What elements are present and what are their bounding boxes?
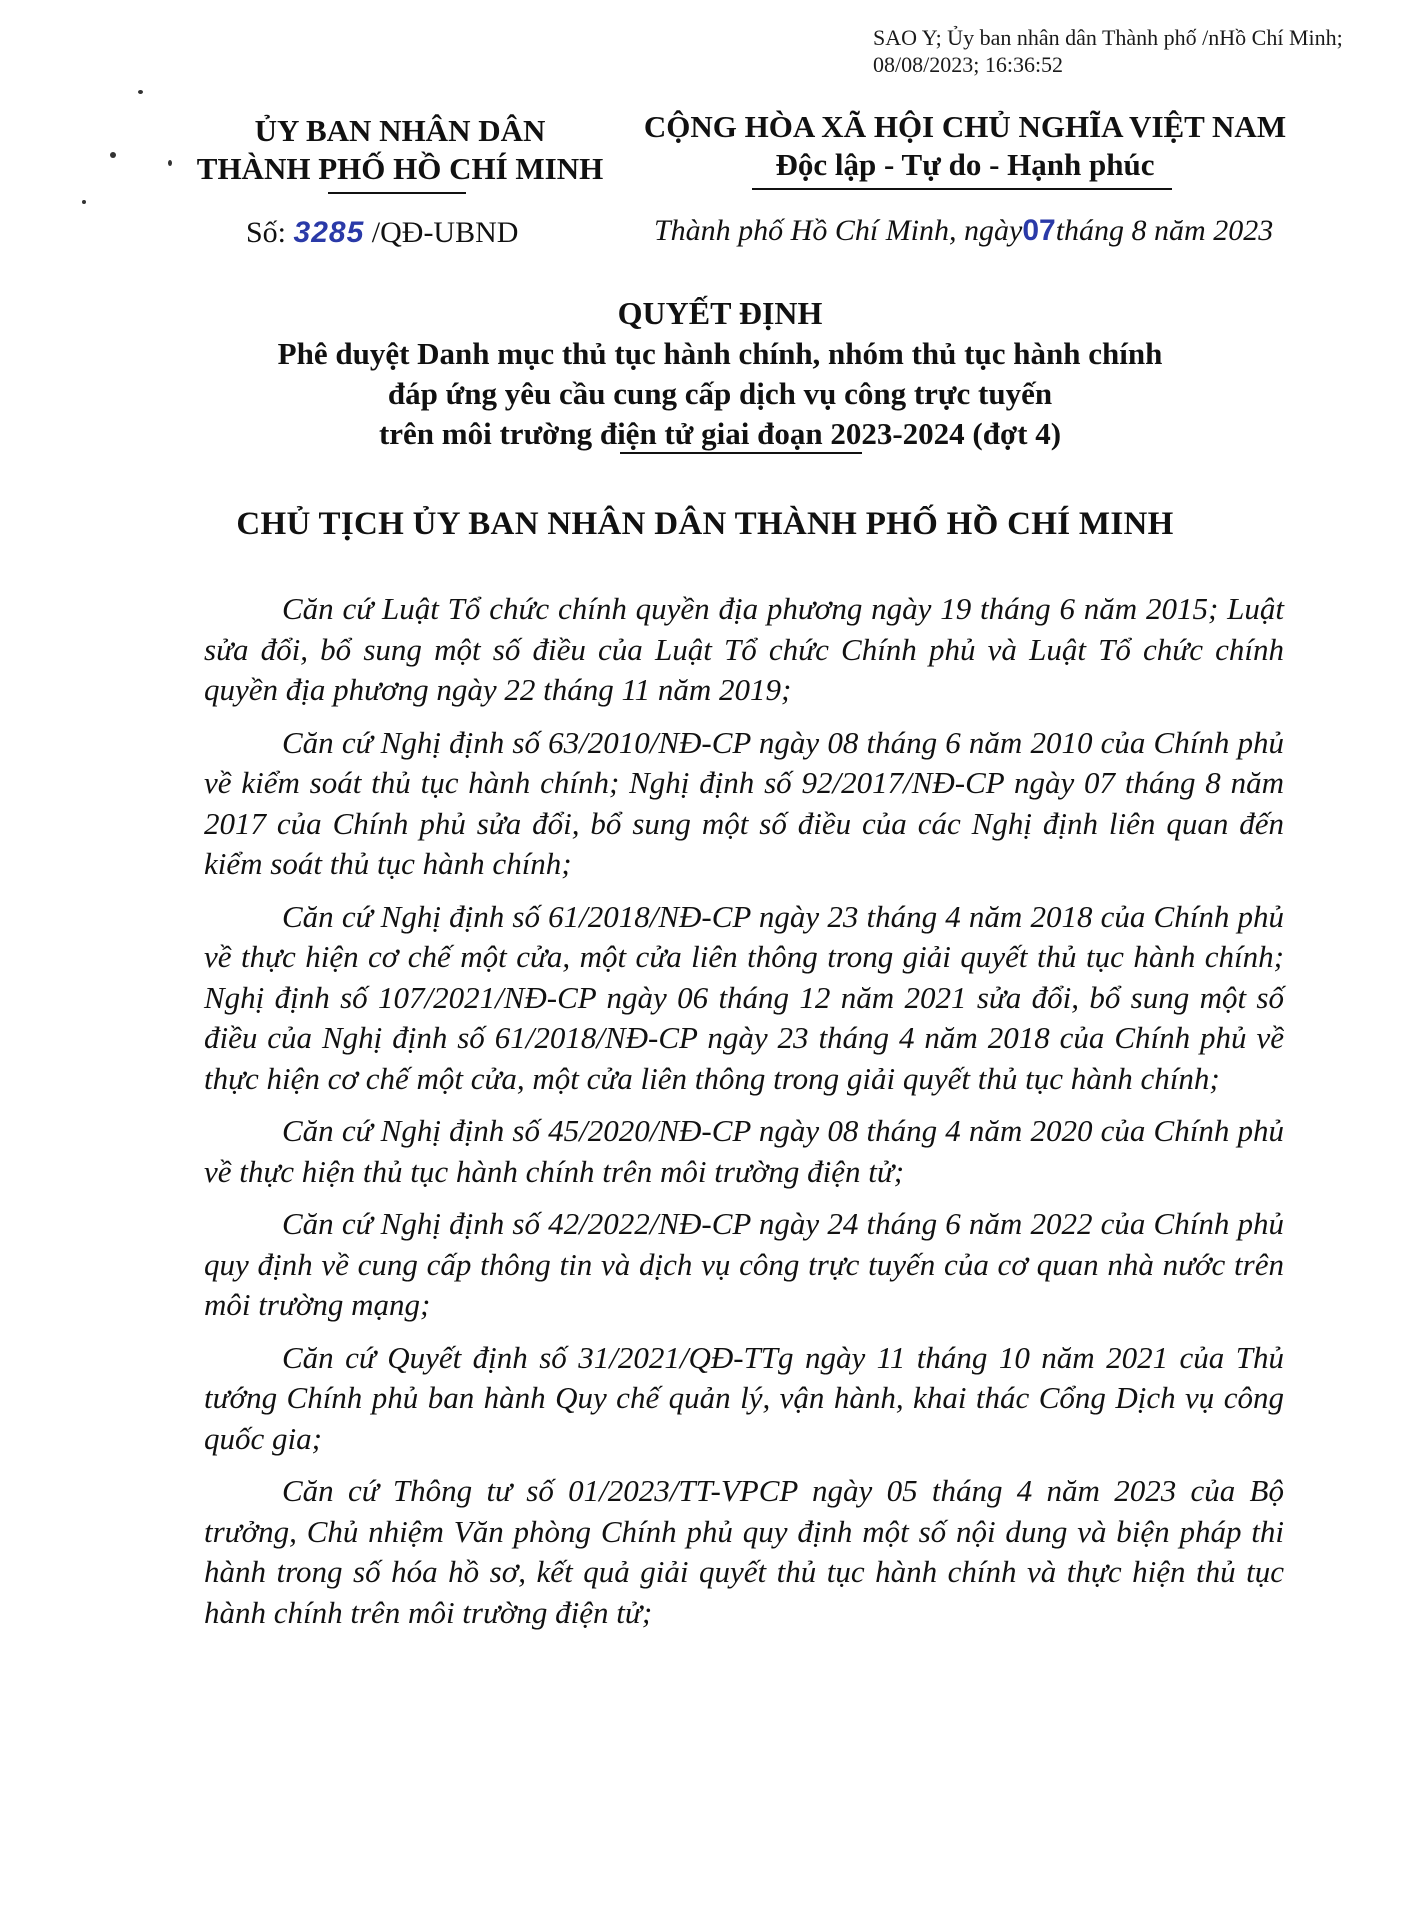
decision-subject-line2: đáp ứng yêu cầu cung cấp dịch vụ công trực tuyến <box>387 376 1053 411</box>
scan-speck <box>110 152 116 158</box>
legal-basis-paragraph: Căn cứ Nghị định số 45/2020/NĐ-CP ngày 08 tháng 4 năm 2020 của Chính phủ về thực hiện thủ tục hành chính trên môi trường điện tử; <box>204 1113 1284 1189</box>
issuer-header <box>180 112 620 188</box>
copy-stamp-line1: SAO Y; Ủy ban nhân dân Thành phố /nHồ Chí Minh; <box>873 25 1343 50</box>
decision-subject-line3: trên môi trường điện tử giai đoạn 2023-2024 (đợt 4) <box>378 416 1062 451</box>
document-number-value: 3285 <box>293 216 365 249</box>
legal-basis <box>204 589 1284 1645</box>
decision-subject-line1: Phê duyệt Danh mục thủ tục hành chính, nhóm thủ tục hành chính <box>277 336 1163 371</box>
copy-stamp-line2: 08/08/2023; 16:36:52 <box>873 52 1064 77</box>
issuer-underline <box>328 192 466 194</box>
decision-heading: QUYẾT ĐỊNH <box>617 295 823 331</box>
document-number-suffix: /QĐ-UBND <box>371 216 519 249</box>
document-number-prefix: Số: <box>246 216 287 249</box>
legal-basis-paragraph: Căn cứ Nghị định số 42/2022/NĐ-CP ngày 24 tháng 6 năm 2022 của Chính phủ quy định về cung cấp thông tin và dịch vụ công trực tuyến của cơ quan nhà nước trên môi trường mạng; <box>204 1206 1284 1322</box>
issuer-line2: THÀNH PHỐ HỒ CHÍ MINH <box>196 151 604 186</box>
place-date <box>654 214 1273 248</box>
national-header <box>640 108 1290 184</box>
decision-title <box>200 292 1240 454</box>
scan-speck <box>82 200 86 204</box>
legal-basis-paragraph: Căn cứ Nghị định số 61/2018/NĐ-CP ngày 23 tháng 4 năm 2018 của Chính phủ về thực hiện cơ chế một cửa, một cửa liên thông trong giải quyết thủ tục hành chính; Nghị định số 107/2021/NĐ-CP ngày 06 tháng 12 năm 2021 sửa đổi, bổ sung một số điều của Nghị định số 61/2018/NĐ-CP ngày 23 tháng 4 năm 2018 của Chính phủ về thực hiện cơ chế một cửa, một cửa liên thông trong giải quyết thủ tục hành chính; <box>204 898 1284 1096</box>
issuer-line1: ỦY BAN NHÂN DÂN <box>254 113 546 148</box>
national-header-underline <box>752 188 1172 190</box>
scan-speck <box>168 160 172 166</box>
legal-basis-paragraph: Căn cứ Thông tư số 01/2023/TT-VPCP ngày 05 tháng 4 năm 2023 của Bộ trưởng, Chủ nhiệm Văn phòng Chính phủ quy định một số nội dung và biện pháp thi hành trong số hóa hồ sơ, kết quả giải quyết thủ tục hành chính và thực hiện thủ tục hành chính trên môi trường điện tử; <box>204 1473 1284 1630</box>
legal-basis-paragraph: Căn cứ Nghị định số 63/2010/NĐ-CP ngày 08 tháng 6 năm 2010 của Chính phủ về kiểm soát thủ tục hành chính; Nghị định số 92/2017/NĐ-CP ngày 07 tháng 8 năm 2017 của Chính phủ sửa đổi, bổ sung một số điều của các Nghị định liên quan đến kiểm soát thủ tục hành chính; <box>204 724 1284 881</box>
copy-stamp <box>873 24 1393 78</box>
national-header-line1: CỘNG HÒA XÃ HỘI CHỦ NGHĨA VIỆT NAM <box>643 109 1287 144</box>
place-date-part2: tháng 8 năm 2023 <box>1055 214 1274 247</box>
legal-basis-paragraph: Căn cứ Quyết định số 31/2021/QĐ-TTg ngày 11 tháng 10 năm 2021 của Thủ tướng Chính phủ ban hành Quy chế quản lý, vận hành, khai thác Cổng Dịch vụ công quốc gia; <box>204 1339 1284 1456</box>
place-date-part1: Thành phố Hồ Chí Minh, ngày <box>654 214 1023 247</box>
legal-basis-paragraph: Căn cứ Luật Tổ chức chính quyền địa phương ngày 19 tháng 6 năm 2015; Luật sửa đổi, bổ sung một số điều của Luật Tổ chức Chính phủ và Luật Tổ chức chính quyền địa phương ngày 22 tháng 11 năm 2019; <box>204 591 1284 707</box>
authority-heading: CHỦ TỊCH ỦY BAN NHÂN DÂN THÀNH PHỐ HỒ CHÍ MINH <box>236 506 1174 542</box>
document-number <box>246 216 518 250</box>
place-date-day: 07 <box>1022 214 1056 247</box>
national-header-line2: Độc lập - Tự do - Hạnh phúc <box>775 147 1155 182</box>
title-underline <box>620 452 862 454</box>
scan-speck <box>138 90 143 94</box>
